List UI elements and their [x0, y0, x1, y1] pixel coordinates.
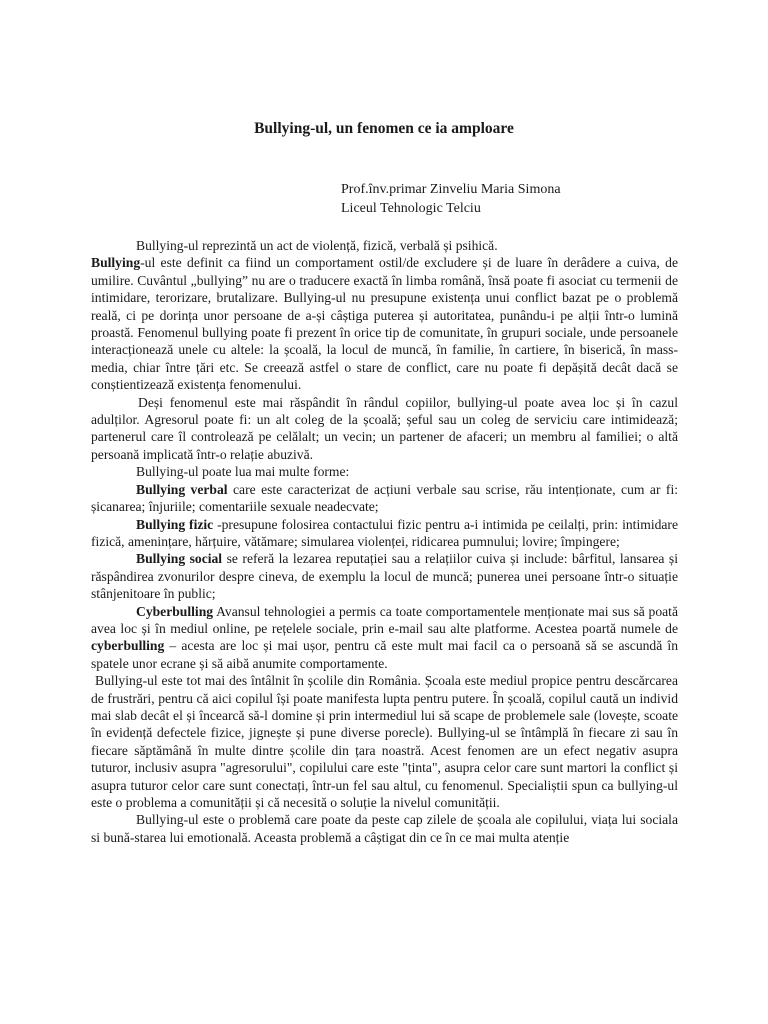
paragraph-verbal-text: care este caracterizat de acțiuni verbale sau scrise, rău intenționate, cum ar fi: șicanarea; înjuriile; comentariile sexuale neadecvate; [91, 481, 678, 515]
paragraph-verbal [91, 481, 678, 516]
term-bullying-fizic: Bullying fizic [136, 516, 214, 532]
paragraph-physical-text: -presupune folosirea contactului fizic pentru a-i intimida pe ceilalți, prin: intimidare fizică, amenințare, hărțuire, vătămare; simularea violenței, ridicarea pumnului; lovire; împingere; [91, 516, 678, 549]
paragraph-problem: Bullying-ul este o problemă care poate da peste cap zilele de școala ale copilului, viața lui sociala si bună-starea lui emotională. Aceasta problemă a câștigat din ce în ce mai multa atenție [91, 812, 678, 845]
author-school: Liceul Tehnologic Telciu [341, 201, 481, 216]
paragraph-cyber-text1: Avansul tehnologiei a permis ca toate comportamentele menționate mai sus să poată avea loc și în mediul online, pe rețelele sociale, prin e-mail sau alte platforme. Acestea poartă numele de [91, 603, 678, 636]
paragraph-definition [91, 254, 678, 393]
paragraph-adults: Deși fenomenul este mai răspândit în rândul copiilor, bullying-ul poate avea loc și în cazul adulților. Agresorul poate fi: un alt coleg de la școală; șeful sau un coleg de serviciu care intimidează; partenerul care îl controlează pe celălalt; un vecin; un partener de afaceri; un membru al familiei; o altă persoană implicată într-o relație abuzivă. [91, 394, 678, 462]
document-title: Bullying-ul, un fenomen ce ia amploare [254, 120, 514, 137]
term-cyberbulling: Cyberbulling [136, 603, 214, 619]
paragraph-intro: Bullying-ul reprezintă un act de violență, fizică, verbală și psihică. [136, 238, 498, 253]
document-body [91, 237, 678, 846]
paragraph-physical [91, 516, 678, 551]
author-name: Prof.înv.primar Zinveliu Maria Simona [341, 182, 561, 197]
paragraph-cyber [91, 603, 678, 673]
term-bullying: Bullying [91, 255, 141, 271]
paragraph-definition-text: -ul este definit ca fiind un comportament ostil/de excludere și de luare în derâdere a cuiva, de umilire. Cuvântul „bullying” nu are o traducere exactă în limba română, însă poate fi asociat cu termenii de intimidare, terorizare, brutalizare. Bullying-ul nu presupune existența unui conflict bazat pe o problemă reală, ci pe dorința unor persoane de a-și câștiga puterea și autoritatea, punându-i pe alții într-o lumină proastă. Fenomenul bullying poate fi prezent în orice tip de comunitate, în grupuri sociale, unde persoanele interacționează unele cu altele: la școală, la locul de muncă, în familie, în cartiere, în biserică, în mass-media, chiar între țări etc. Se creează astfel o stare de conflict, care nu poate fi depășită decât dacă se conștientizează existența fenomenului. [91, 255, 678, 393]
term-cyberbulling-inline: cyberbulling [91, 638, 165, 654]
term-bullying-verbal: Bullying verbal [136, 481, 228, 497]
paragraph-social [91, 550, 678, 602]
paragraph-social-text: se referă la lezarea reputației sau a relațiilor cuiva și include: bârfitul, lansarea și răspândirea zvonurilor despre cineva, de exemplu la locul de muncă; punerea unei persoane într-o situație stânjenitoare în public; [91, 551, 678, 602]
term-bullying-social: Bullying social [136, 551, 223, 567]
paragraph-schools: Bullying-ul este tot mai des întâlnit în școlile din România. Școala este mediul propice pentru descărcarea de frustrări, pentru că aici copilul își poate manifesta lupta pentru putere. În școală, copilul caută un individ mai slab decât el și încearcă să-l domine și prin intermediul lui să scape de problemele sale (lovește, scoate în evidență defectele fizice, jignește și pune diverse porecle). Bullying-ul se întâmplă în fiecare zi sau în fiecare săptămână în multe dintre școlile din țara noastră. Acest fenomen are un efect negativ asupra tuturor, inclusiv asupra "agresorului", copilului care este "ținta", asupra celor care sunt martori la conflict și asupra tuturor celor care sunt conectați, într-un fel sau altul, cu fenomenul. Specialiștii spun ca bullying-ul este o problema a comunității și că necesită o soluție la nivelul comunității. [91, 673, 678, 810]
paragraph-forms-intro: Bullying-ul poate lua mai multe forme: [136, 464, 350, 480]
paragraph-cyber-text2: – acesta are loc și mai ușor, pentru că este mult mai facil ca o persoană să se ascundă în spatele unor ecrane și să aibă anumite comportamente. [91, 638, 678, 671]
author-block [341, 180, 561, 218]
